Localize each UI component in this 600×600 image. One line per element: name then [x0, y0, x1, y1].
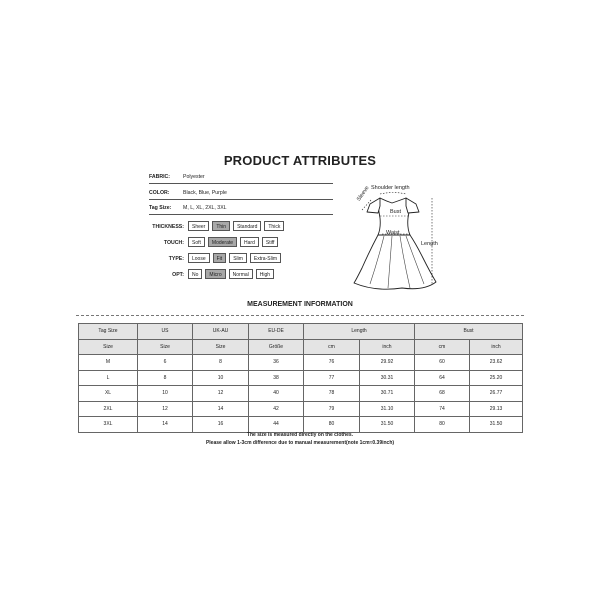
table-cell: 31.50 — [470, 417, 523, 433]
touch-option-hard: Hard — [240, 237, 259, 247]
fabric-row — [149, 170, 333, 184]
table-subheader-row — [79, 339, 523, 355]
table-cell: 76 — [304, 355, 360, 371]
column-subheader: Size — [193, 339, 249, 355]
table-cell: 29.92 — [360, 355, 415, 371]
color-row — [149, 186, 333, 200]
table-cell: 31.50 — [360, 417, 415, 433]
table-cell: 79 — [304, 401, 360, 417]
color-value: Black, Blue, Purple — [183, 190, 227, 196]
column-subheader: inch — [470, 339, 523, 355]
table-cell: 23.62 — [470, 355, 523, 371]
table-row — [79, 386, 523, 402]
table-cell: 64 — [415, 370, 470, 386]
column-header: Length — [304, 324, 415, 340]
table-cell: 68 — [415, 386, 470, 402]
column-subheader: Size — [138, 339, 193, 355]
table-cell: 14 — [193, 401, 249, 417]
column-subheader: cm — [304, 339, 360, 355]
table-row — [79, 355, 523, 371]
table-cell: 16 — [193, 417, 249, 433]
tag-size-row — [149, 201, 333, 215]
measure-note: The size is measured directly on the clothes. — [246, 432, 354, 438]
table-cell: 8 — [138, 370, 193, 386]
thickness-option-sheer: Sheer — [188, 221, 209, 231]
type-label: TYPE: — [168, 256, 184, 262]
table-header-row — [79, 324, 523, 340]
table-cell: 60 — [415, 355, 470, 371]
table-cell: 44 — [249, 417, 304, 433]
table-cell: 29.13 — [470, 401, 523, 417]
bust-label: Bust — [390, 209, 402, 215]
type-option-loose: Loose — [188, 253, 210, 263]
divider — [76, 315, 524, 316]
touch-option-soft: Soft — [188, 237, 205, 247]
table-cell: 12 — [193, 386, 249, 402]
touch-option-stiff: Stiff — [262, 237, 279, 247]
table-cell: 42 — [249, 401, 304, 417]
touch-options — [188, 237, 278, 247]
table-cell: 25.20 — [470, 370, 523, 386]
sleeve-label: Sleeve — [356, 185, 371, 203]
table-cell: 3XL — [79, 417, 138, 433]
opt-option-no: No — [188, 269, 202, 279]
table-cell: 30.31 — [360, 370, 415, 386]
table-cell: 10 — [138, 386, 193, 402]
table-row — [79, 370, 523, 386]
opt-option-micro: Micro — [205, 269, 225, 279]
table-cell: 74 — [415, 401, 470, 417]
page-title: PRODUCT ATTRIBUTES — [223, 153, 377, 168]
tag-size-value: M, L, XL, 2XL, 3XL — [183, 205, 227, 211]
difference-note: Please allow 1-3cm difference due to manual measurement(note 1cm≈0.39inch) — [205, 440, 395, 446]
column-header: UK-AU — [193, 324, 249, 340]
shoulder-length-label: Shoulder length — [371, 185, 410, 191]
table-cell: 31.10 — [360, 401, 415, 417]
opt-option-normal: Normal — [229, 269, 253, 279]
table-cell: M — [79, 355, 138, 371]
table-row — [79, 401, 523, 417]
column-subheader: Size — [79, 339, 138, 355]
table-cell: XL — [79, 386, 138, 402]
column-header: Tag Size — [79, 324, 138, 340]
thickness-option-thin: Thin — [212, 221, 230, 231]
table-cell: 80 — [304, 417, 360, 433]
fabric-label: FABRIC: — [149, 174, 171, 180]
column-subheader: inch — [360, 339, 415, 355]
table-cell: 80 — [415, 417, 470, 433]
type-option-extra-slim: Extra-Slim — [250, 253, 281, 263]
table-cell: 14 — [138, 417, 193, 433]
opt-options — [188, 269, 274, 279]
tag-size-label: Tag Size: — [149, 205, 172, 211]
thickness-label: THICKNESS: — [152, 224, 184, 230]
length-label: Length — [421, 241, 438, 247]
measurement-title: MEASUREMENT INFORMATION — [247, 301, 353, 308]
table-cell: L — [79, 370, 138, 386]
column-subheader: cm — [415, 339, 470, 355]
thickness-option-standard: Standard — [233, 221, 261, 231]
touch-label: TOUCH: — [163, 240, 184, 246]
table-cell: 78 — [304, 386, 360, 402]
column-header: US — [138, 324, 193, 340]
opt-label: OPT: — [172, 272, 184, 278]
fabric-value: Polyester — [183, 174, 205, 180]
table-cell: 77 — [304, 370, 360, 386]
table-cell: 2XL — [79, 401, 138, 417]
table-cell: 6 — [138, 355, 193, 371]
table-cell: 8 — [193, 355, 249, 371]
measurement-table — [78, 323, 523, 433]
waist-label: Waist — [386, 230, 400, 236]
table-cell: 40 — [249, 386, 304, 402]
thickness-options — [188, 221, 284, 231]
table-cell: 10 — [193, 370, 249, 386]
table-row — [79, 417, 523, 433]
color-label: COLOR: — [149, 190, 170, 196]
table-cell: 36 — [249, 355, 304, 371]
column-subheader: Größe — [249, 339, 304, 355]
touch-option-moderate: Moderate — [208, 237, 237, 247]
table-cell: 38 — [249, 370, 304, 386]
thickness-option-thick: Thick — [264, 221, 284, 231]
type-option-fit: Fit — [213, 253, 227, 263]
opt-option-high: High — [256, 269, 274, 279]
table-cell: 30.71 — [360, 386, 415, 402]
column-header: Bust — [415, 324, 523, 340]
type-option-slim: Slim — [229, 253, 247, 263]
table-cell: 12 — [138, 401, 193, 417]
column-header: EU-DE — [249, 324, 304, 340]
table-cell: 26.77 — [470, 386, 523, 402]
type-options — [188, 253, 281, 263]
